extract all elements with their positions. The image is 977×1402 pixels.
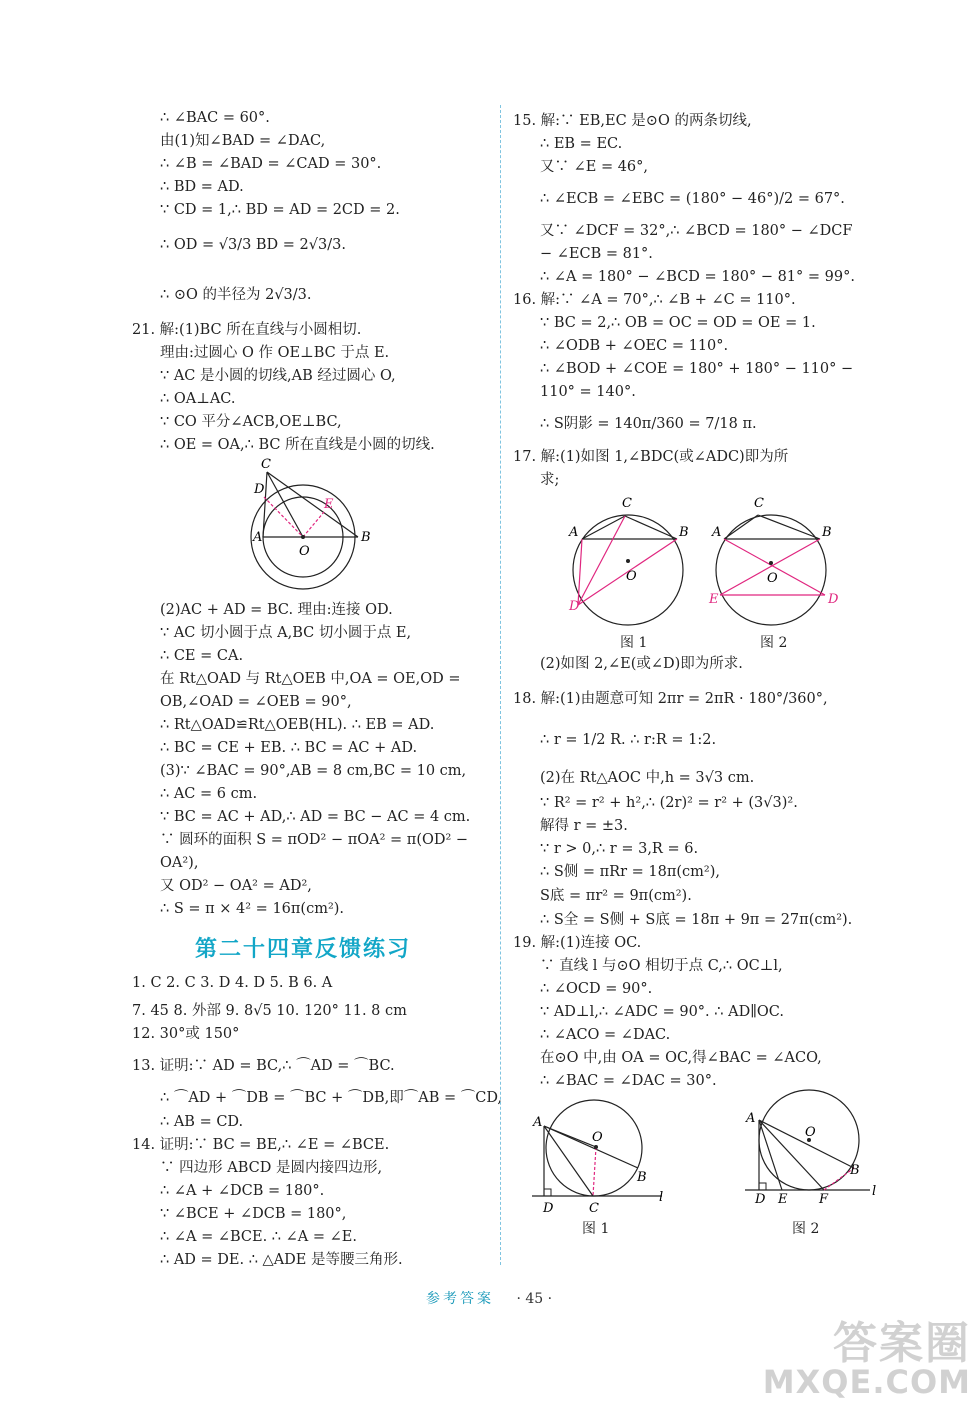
point-label: A (569, 525, 579, 540)
text-line: 14. 证明:∵ BC = BE,∴ ∠E = ∠BCE. (132, 1137, 390, 1153)
text-line: 7. 45 8. 外部 9. 8√5 10. 120° 11. 8 cm (132, 1003, 407, 1019)
watermark-url: MXQE.COM (762, 1363, 971, 1401)
text-line: ∵ r > 0,∴ r = 3,R = 6. (540, 841, 699, 857)
point-label: l (872, 1184, 877, 1199)
point-label: O (592, 1130, 603, 1145)
text-line: ∴ ∠ECB = ∠EBC = (180° − 46°)/2 = 67°. (540, 191, 845, 207)
watermark-text: 答案圈 (833, 1318, 971, 1369)
text-line: ∵ R² = r² + h²,∴ (2r)² = r² + (3√3)². (540, 795, 798, 811)
text-line: ∵ 四边形 ABCD 是圆内接四边形, (160, 1160, 383, 1176)
point-label: D (254, 482, 265, 497)
text-line: ∵ CD = 1,∴ BD = AD = 2CD = 2. (160, 202, 400, 218)
text-line: 又∵ ∠E = 46°, (540, 159, 649, 175)
text-line: ∴ ⌒AD + ⌒DB = ⌒BC + ⌒DB,即⌒AB = ⌒CD, (160, 1090, 503, 1106)
point-label: B (822, 525, 832, 540)
point-label: A (746, 1111, 756, 1126)
text-line: ∴ ∠BAC = 60°. (160, 110, 270, 126)
text-line: 110° = 140°. (540, 384, 636, 400)
text-line: OA²), (160, 855, 199, 871)
point-label: E (709, 592, 719, 607)
figure-caption: 图 2 (760, 635, 788, 651)
figure-caption: 图 2 (792, 1221, 820, 1237)
figure-17-1 (565, 495, 695, 625)
text-line: OB,∠OAD = ∠OEB = 90°, (160, 694, 352, 710)
text-line: ∵ AD⊥l,∴ ∠ADC = 90°. ∴ AD∥OC. (540, 1004, 784, 1020)
text-line: 17. 解:(1)如图 1,∠BDC(或∠ADC)即为所 (513, 449, 789, 465)
text-line: 在 Rt△OAD 与 Rt△OEB 中,OA = OE,OD = (160, 671, 461, 687)
text-line: ∴ ∠A + ∠DCB = 180°. (160, 1183, 325, 1199)
page-footer (426, 1288, 552, 1308)
text-line: ∴ r = 1/2 R. ∴ r:R = 1:2. (540, 732, 717, 748)
text-line: ∴ ∠BOD + ∠COE = 180° + 180° − 110° − (540, 361, 854, 377)
text-line: ∴ ∠BAC = ∠DAC = 30°. (540, 1073, 717, 1089)
text-line: ∴ ∠B = ∠BAD = ∠CAD = 30°. (160, 156, 382, 172)
text-line: ∴ S全 = S侧 + S底 = 18π + 9π = 27π(cm²). (540, 912, 853, 928)
point-label: B (637, 1170, 647, 1185)
point-label: O (805, 1125, 816, 1140)
text-line: ∴ ∠OCD = 90°. (540, 981, 653, 997)
point-label: O (299, 544, 310, 559)
text-line: ∴ OD = √3/3 BD = 2√3/3. (160, 237, 346, 253)
text-line: ∴ EB = EC. (540, 136, 623, 152)
point-label: D (755, 1192, 766, 1207)
text-line: ∴ BD = AD. (160, 179, 244, 195)
text-line: ∵ CO 平分∠ACB,OE⊥BC, (160, 414, 342, 430)
text-line: ∴ ⊙O 的半径为 2√3/3. (160, 287, 312, 303)
point-label: A (712, 525, 722, 540)
point-label: C (261, 457, 271, 472)
point-label: l (659, 1190, 664, 1205)
point-label: A (253, 530, 263, 545)
text-line: (2)如图 2,∠E(或∠D)即为所求. (540, 656, 743, 672)
figure-19-1 (527, 1095, 672, 1215)
watermark-logo (762, 1318, 971, 1401)
text-line: 由(1)知∠BAD = ∠DAC, (160, 133, 326, 149)
text-line: ∵ BC = 2,∴ OB = OC = OD = OE = 1. (540, 315, 816, 331)
text-line: ∴ S = π × 4² = 16π(cm²). (160, 901, 345, 917)
text-line: 1. C 2. C 3. D 4. D 5. B 6. A (132, 975, 333, 991)
point-label: B (679, 525, 689, 540)
figure-21 (245, 455, 375, 595)
text-line: 12. 30°或 150° (132, 1026, 240, 1042)
point-label: O (626, 569, 637, 584)
text-line: ∴ Rt△OAD≌Rt△OEB(HL). ∴ EB = AD. (160, 717, 435, 733)
text-line: 21. 解:(1)BC 所在直线与小圆相切. (132, 322, 362, 338)
figure-17-2 (708, 495, 848, 625)
column-divider (500, 105, 501, 1265)
point-label: D (569, 599, 580, 614)
point-label: C (589, 1201, 599, 1216)
text-line: ∴ AB = CD. (160, 1114, 244, 1130)
text-line: (2)AC + AD = BC. 理由:连接 OD. (160, 602, 393, 618)
text-line: 16. 解:∵ ∠A = 70°,∴ ∠B + ∠C = 110°. (513, 292, 796, 308)
point-label: A (533, 1115, 543, 1130)
text-line: ∵ 圆环的面积 S = πOD² − πOA² = π(OD² − (160, 832, 469, 848)
text-line: 又 OD² − OA² = AD², (160, 878, 312, 894)
text-line: ∵ AC 切小圆于点 A,BC 切小圆于点 E, (160, 625, 412, 641)
point-label: D (543, 1201, 554, 1216)
point-label: C (622, 496, 632, 511)
text-line: ∴ ∠ACO = ∠DAC. (540, 1027, 671, 1043)
point-label: B (850, 1163, 860, 1178)
text-line: ∴ BC = CE + EB. ∴ BC = AC + AD. (160, 740, 418, 756)
figure-caption: 图 1 (582, 1221, 610, 1237)
text-line: ∵ ∠BCE + ∠DCB = 180°, (160, 1206, 347, 1222)
text-line: 13. 证明:∵ AD = BC,∴ ⌒AD = ⌒BC. (132, 1058, 395, 1074)
text-line: 解得 r = ±3. (540, 818, 628, 834)
point-label: F (819, 1192, 829, 1207)
text-line: 在⊙O 中,由 OA = OC,得∠BAC = ∠ACO, (540, 1050, 822, 1066)
text-line: ∴ CE = CA. (160, 648, 244, 664)
text-line: 理由:过圆心 O 作 OE⊥BC 于点 E. (160, 345, 390, 361)
text-line: (3)∵ ∠BAC = 90°,AB = 8 cm,BC = 10 cm, (160, 763, 467, 779)
figure-caption: 图 1 (620, 635, 648, 651)
text-line: 18. 解:(1)由题意可知 2πr = 2πR · 180°/360°, (513, 691, 828, 707)
page-number: · 45 · (516, 1291, 553, 1307)
text-line: ∵ BC = AC + AD,∴ AD = BC − AC = 4 cm. (160, 809, 471, 825)
point-label: C (754, 496, 764, 511)
text-line: ∴ ∠A = ∠BCE. ∴ ∠A = ∠E. (160, 1229, 357, 1245)
point-label: B (361, 530, 371, 545)
text-line: ∴ AC = 6 cm. (160, 786, 258, 802)
text-line: S底 = πr² = 9π(cm²). (540, 888, 692, 904)
chapter-title: 第二十四章反馈练习 (195, 937, 412, 962)
text-line: ∴ OA⊥AC. (160, 391, 236, 407)
text-line: ∴ ∠ODB + ∠OEC = 110°. (540, 338, 729, 354)
point-label: E (324, 497, 334, 512)
text-line: ∴ OE = OA,∴ BC 所在直线是小圆的切线. (160, 437, 435, 453)
text-line: ∴ ∠A = 180° − ∠BCD = 180° − 81° = 99°. (540, 269, 855, 285)
text-line: ∴ S阴影 = 140π/360 = 7/18 π. (540, 416, 757, 432)
point-label: O (767, 571, 778, 586)
text-line: ∴ AD = DE. ∴ △ADE 是等腰三角形. (160, 1252, 403, 1268)
figure-19-2 (742, 1090, 887, 1210)
text-line: 求; (540, 472, 560, 488)
text-line: 又∵ ∠DCF = 32°,∴ ∠BCD = 180° − ∠DCF (540, 223, 853, 239)
text-line: ∵ AC 是小圆的切线,AB 经过圆心 O, (160, 368, 396, 384)
text-line: 15. 解:∵ EB,EC 是⊙O 的两条切线, (513, 113, 752, 129)
text-line: ∵ 直线 l 与⊙O 相切于点 C,∴ OC⊥l, (540, 958, 783, 974)
point-label: E (778, 1192, 788, 1207)
text-line: 19. 解:(1)连接 OC. (513, 935, 642, 951)
footer-label: 参考答案 (426, 1291, 494, 1307)
text-line: − ∠ECB = 81°. (540, 246, 653, 262)
text-line: (2)在 Rt△AOC 中,h = 3√3 cm. (540, 770, 755, 786)
text-line: ∴ S侧 = πRr = 18π(cm²), (540, 864, 720, 880)
point-label: D (828, 592, 839, 607)
